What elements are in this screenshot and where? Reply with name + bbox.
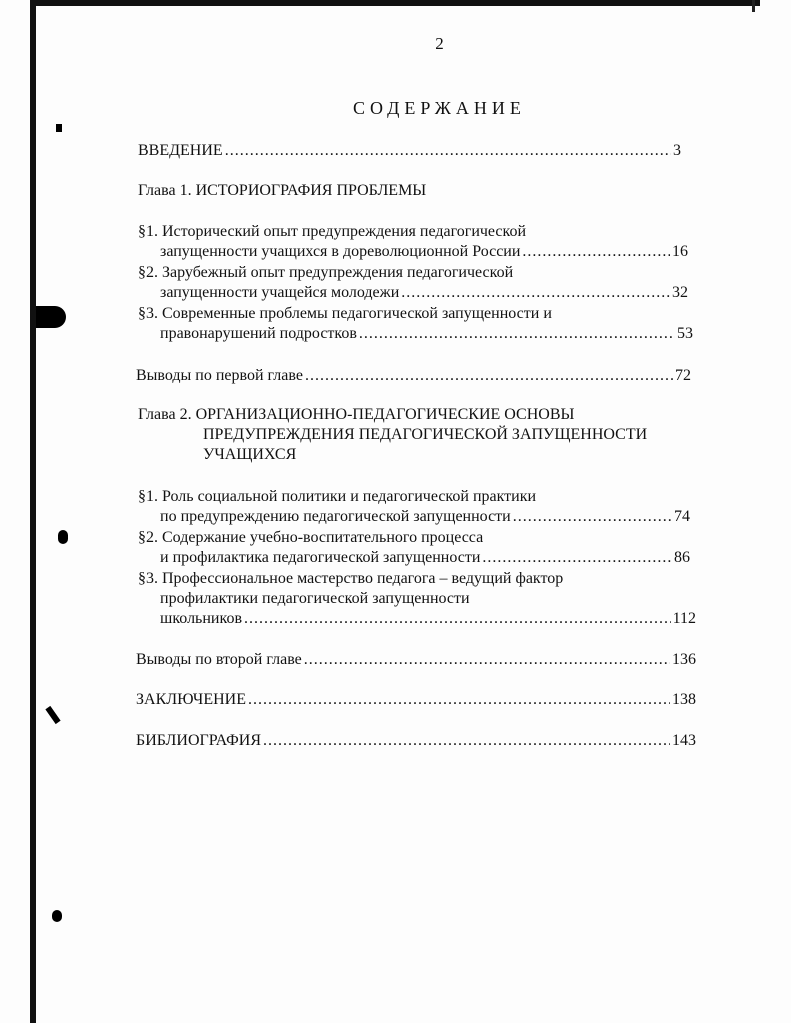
toc-entry-label: правонарушений подростков [160, 325, 357, 342]
leader-dots [359, 324, 675, 344]
toc-section-line: §3. Современные проблемы педагогической запущенности и [138, 305, 552, 322]
leader-dots [482, 548, 672, 568]
toc-section-line: §1. Исторический опыт предупреждения педагогической [138, 223, 527, 240]
leader-dots [401, 283, 670, 303]
toc-entry-ch2-s2 [160, 548, 690, 568]
toc-entry-page: 53 [677, 325, 693, 342]
toc-entry-label: и профилактика педагогической запущенности [160, 549, 481, 566]
toc-entry-ch1-conclusions [136, 366, 691, 386]
toc-entry-label: ЗАКЛЮЧЕНИЕ [136, 691, 246, 708]
toc-entry-label: школьников [160, 610, 242, 627]
toc-entry-page: 72 [675, 367, 691, 384]
page-number: 2 [435, 34, 444, 53]
page-title: СОДЕРЖАНИЕ [353, 98, 526, 118]
toc-entry-page: 3 [673, 142, 681, 159]
toc-entry-label: запущенности учащихся в дореволюционной России [160, 243, 521, 260]
leader-dots [248, 690, 670, 710]
toc-entry-page: 74 [674, 508, 690, 525]
scan-speck [52, 910, 62, 922]
leader-dots [304, 650, 670, 670]
toc-entry-page: 32 [672, 284, 688, 301]
chapter-2-heading: Глава 2. ОРГАНИЗАЦИОННО-ПЕДАГОГИЧЕСКИЕ ОСНОВЫ [138, 406, 575, 423]
toc-entry-label: запущенности учащейся молодежи [160, 284, 400, 301]
leader-dots [305, 366, 673, 386]
toc-section-line: профилактики педагогической запущенности [160, 590, 470, 607]
scan-blot [36, 306, 66, 328]
scan-speck [45, 706, 60, 724]
leader-dots [522, 242, 670, 262]
leader-dots [225, 141, 671, 161]
toc-section-line: §3. Профессиональное мастерство педагога – ведущий фактор [138, 570, 564, 587]
chapter-1-heading: Глава 1. ИСТОРИОГРАФИЯ ПРОБЛЕМЫ [138, 182, 427, 199]
toc-entry-page: 16 [672, 243, 688, 260]
toc-entry-ch1-s1 [160, 242, 688, 262]
toc-entry-page: 143 [672, 732, 696, 749]
leader-dots [513, 507, 672, 527]
toc-entry-page: 138 [672, 691, 696, 708]
scan-speck [58, 530, 68, 544]
scan-speck [56, 124, 62, 132]
toc-entry-bibliography [136, 731, 696, 751]
toc-entry-conclusion [136, 690, 696, 710]
toc-entry-ch1-s2 [160, 283, 688, 303]
toc-entry-ch2-s1 [160, 507, 690, 527]
scan-edge-top [30, 0, 760, 6]
toc-section-line: §1. Роль социальной политики и педагогической практики [138, 488, 537, 505]
toc-entry-intro [138, 141, 681, 161]
toc-entry-label: Выводы по первой главе [136, 367, 303, 384]
toc-entry-label: по предупреждению педагогической запущенности [160, 508, 511, 525]
chapter-2-heading: ПРЕДУПРЕЖДЕНИЯ ПЕДАГОГИЧЕСКОЙ ЗАПУЩЕННОСТИ [203, 426, 648, 443]
chapter-2-heading: УЧАЩИХСЯ [203, 446, 297, 463]
leader-dots [263, 731, 670, 751]
toc-entry-page: 136 [672, 651, 696, 668]
toc-section-line: §2. Зарубежный опыт предупреждения педагогической [138, 264, 514, 281]
toc-entry-label: Выводы по второй главе [136, 651, 302, 668]
toc-entry-label: БИБЛИОГРАФИЯ [136, 732, 262, 749]
scan-edge-left [30, 0, 36, 1023]
toc-entry-page: 112 [672, 610, 696, 627]
toc-entry-label: ВВЕДЕНИЕ [138, 142, 223, 159]
leader-dots [244, 609, 671, 629]
scan-edge-right [752, 0, 755, 12]
toc-entry-ch1-s3 [160, 324, 693, 344]
toc-entry-ch2-conclusions [136, 650, 696, 670]
toc-section-line: §2. Содержание учебно-воспитательного процесса [138, 529, 484, 546]
toc-entry-ch2-s3 [160, 609, 696, 629]
toc-entry-page: 86 [674, 549, 690, 566]
